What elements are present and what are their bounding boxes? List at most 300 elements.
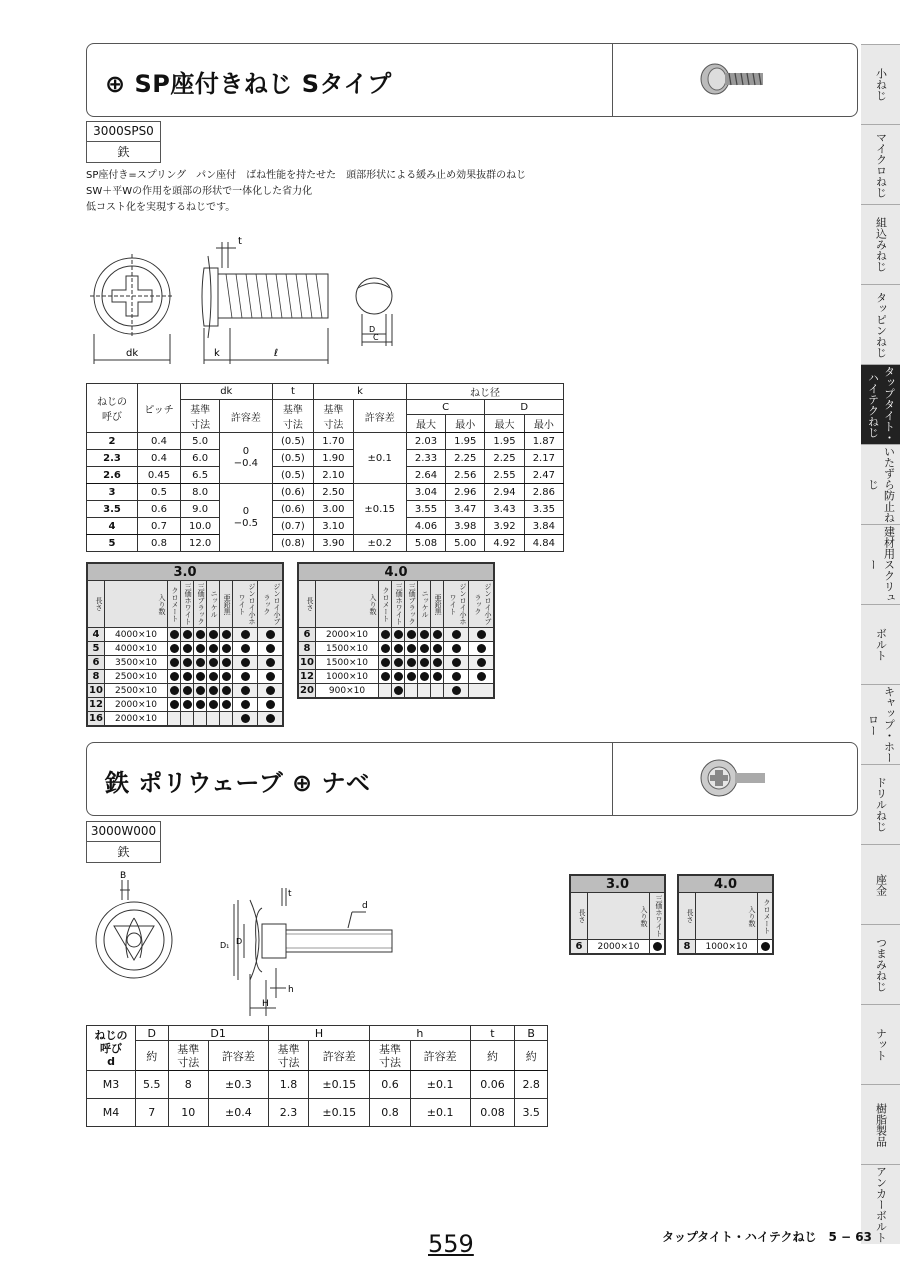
product-title-box-polywave: [86, 742, 858, 816]
cell-t: (0.5): [272, 467, 314, 484]
avail-h-finish: ニッケル: [207, 581, 220, 628]
avail-cell: [207, 712, 220, 726]
available-dot-icon: [420, 630, 429, 639]
available-dot-icon: [394, 672, 403, 681]
avail-cell: [431, 656, 444, 670]
available-dot-icon: [209, 700, 218, 709]
available-dot-icon: [761, 942, 770, 951]
available-dot-icon: [433, 630, 442, 639]
available-dot-icon: [477, 672, 486, 681]
avail-len: 12: [89, 699, 103, 710]
side-tab[interactable]: ボルト: [861, 604, 900, 684]
polywave-spec-table: [86, 1025, 548, 1127]
cell-pitch: 0.8: [138, 535, 181, 552]
avail-row: [299, 642, 494, 656]
label-dk: dk: [126, 348, 139, 359]
side-tab[interactable]: タッピンねじ: [861, 284, 900, 364]
available-dot-icon: [266, 630, 275, 639]
table-row: [87, 1071, 548, 1099]
cell-dk: 10.0: [181, 518, 220, 535]
avail-h-finish: 三価ブラック: [405, 581, 418, 628]
cell-htol: ±0.1: [410, 1099, 470, 1127]
avail-cell: [194, 698, 207, 712]
table-row: [87, 1099, 548, 1127]
available-dot-icon: [420, 644, 429, 653]
avail-cell: [444, 684, 469, 698]
avail-len: 10: [89, 685, 103, 696]
avail-cell: [181, 684, 194, 698]
side-tab[interactable]: ドリルねじ: [861, 764, 900, 844]
cell-pitch: 0.7: [138, 518, 181, 535]
table-row: [87, 467, 564, 484]
avail-cell: [379, 684, 392, 698]
available-dot-icon: [477, 644, 486, 653]
avail-cell: [220, 656, 233, 670]
available-dot-icon: [183, 672, 192, 681]
side-tab[interactable]: アンカーボルト: [861, 1164, 900, 1244]
avail-cell: [392, 684, 405, 698]
avail-row: [88, 684, 283, 698]
sp-spec-table: [86, 383, 564, 552]
col-H-tol: 許容差: [309, 1041, 370, 1071]
available-dot-icon: [183, 644, 192, 653]
cell-dk-tol: 0 −0.4: [220, 433, 272, 484]
available-dot-icon: [452, 686, 461, 695]
col-t: t: [470, 1026, 515, 1041]
side-tab[interactable]: つまみねじ: [861, 924, 900, 1004]
avail-h-finish: ニッケル: [418, 581, 431, 628]
side-tab[interactable]: 組込みねじ: [861, 204, 900, 284]
avail-cell: [233, 628, 258, 642]
cell-k: 3.10: [314, 518, 353, 535]
col-D-approx: 約: [136, 1041, 169, 1071]
table-row: [87, 433, 564, 450]
cell-h: 0.6: [370, 1071, 410, 1099]
available-dot-icon: [222, 700, 231, 709]
available-dot-icon: [183, 686, 192, 695]
available-dot-icon: [209, 672, 218, 681]
available-dot-icon: [196, 644, 205, 653]
cell-d1tol: ±0.3: [208, 1071, 268, 1099]
cell-d: 5.5: [136, 1071, 169, 1099]
cell-cmin: 3.98: [446, 518, 485, 535]
table-row: [87, 450, 564, 467]
available-dot-icon: [394, 630, 403, 639]
label-t: t: [288, 889, 292, 899]
side-tab[interactable]: マイクロねじ: [861, 124, 900, 204]
cell-nominal: 3: [87, 484, 138, 501]
cell-nominal: 2.3: [87, 450, 138, 467]
available-dot-icon: [222, 686, 231, 695]
available-dot-icon: [241, 686, 250, 695]
col-k-tol: 許容差: [353, 400, 406, 433]
cell-t: 0.08: [470, 1099, 515, 1127]
available-dot-icon: [266, 658, 275, 667]
avail-cell: [233, 642, 258, 656]
avail-row: [299, 684, 494, 698]
cell-cmax: 2.64: [406, 467, 445, 484]
cell-pitch: 0.4: [138, 433, 181, 450]
avail-cell: [207, 656, 220, 670]
table-row: [87, 501, 564, 518]
avail-cell: [168, 684, 181, 698]
available-dot-icon: [381, 658, 390, 667]
available-dot-icon: [394, 644, 403, 653]
available-dot-icon: [241, 714, 250, 723]
product-material: 鉄: [117, 845, 130, 859]
avail-cell: [168, 628, 181, 642]
cell-pitch: 0.45: [138, 467, 181, 484]
available-dot-icon: [209, 658, 218, 667]
cell-k-tol: ±0.2: [353, 535, 406, 552]
avail-qty: 2000×10: [105, 698, 168, 712]
col-B-approx: 約: [515, 1041, 548, 1071]
avail-cell: [418, 670, 431, 684]
avail-cell: [405, 628, 418, 642]
avail-size-row: [299, 564, 494, 581]
available-dot-icon: [452, 630, 461, 639]
cell-k: 3.90: [314, 535, 353, 552]
cell-dmin: 2.17: [524, 450, 563, 467]
col-C-min: 最小: [446, 415, 485, 433]
cell-k: 3.00: [314, 501, 353, 518]
avail-cell: [168, 712, 181, 726]
avail-cell: [418, 628, 431, 642]
avail-cell: [379, 628, 392, 642]
available-dot-icon: [433, 644, 442, 653]
avail-cell: [418, 684, 431, 698]
product-title: ⊕ SP座付きねじ Sタイプ: [105, 70, 392, 98]
avail-len: 8: [88, 670, 105, 684]
cell-h: 1.8: [268, 1071, 308, 1099]
avail-table-3-0: [86, 562, 284, 727]
avail-h-finish: 三価ホワイト: [650, 893, 665, 940]
available-dot-icon: [170, 658, 179, 667]
cell-t: (0.7): [272, 518, 314, 535]
avail-h-finish: ジンロイ小ホワイト: [233, 581, 258, 628]
avail-len: 12: [300, 671, 314, 682]
screw-photo: [687, 54, 777, 104]
avail-qty: 1000×10: [696, 940, 758, 954]
cell-k: 1.70: [314, 433, 353, 450]
col-k: k: [314, 384, 407, 400]
available-dot-icon: [452, 644, 461, 653]
avail-cell: [168, 670, 181, 684]
product-description: [86, 168, 526, 216]
avail-qty: 4000×10: [105, 628, 168, 642]
avail-cell: [392, 628, 405, 642]
cell-nominal: 2: [87, 433, 138, 450]
avail-h-len: 長さ: [679, 893, 696, 940]
cell-t: (0.5): [272, 450, 314, 467]
avail-row: [88, 642, 283, 656]
cell-k: 1.90: [314, 450, 353, 467]
col-C-max: 最大: [406, 415, 445, 433]
available-dot-icon: [452, 672, 461, 681]
cell-nominal: 4: [87, 518, 138, 535]
avail-size: 3.0: [88, 564, 283, 581]
cell-dmax: 2.94: [485, 484, 524, 501]
cell-t: (0.6): [272, 484, 314, 501]
avail-qty: 2500×10: [105, 670, 168, 684]
avail-h-finish: 三価ブラック: [194, 581, 207, 628]
avail-cell: [207, 642, 220, 656]
available-dot-icon: [420, 672, 429, 681]
avail-h-finish: 三価ホワイト: [392, 581, 405, 628]
side-tab[interactable]: 座金: [861, 844, 900, 924]
cell-pitch: 0.5: [138, 484, 181, 501]
avail-cell: [233, 684, 258, 698]
cell-nominal: 2.6: [87, 467, 138, 484]
avail-cell: [392, 656, 405, 670]
avail-cell: [405, 670, 418, 684]
product-title-box-sps: [86, 43, 858, 117]
label-H: H: [262, 999, 269, 1009]
label-D: D: [236, 937, 243, 946]
avail-cell: [181, 642, 194, 656]
cell-t: (0.5): [272, 433, 314, 450]
col-h-std: 基準 寸法: [370, 1041, 410, 1071]
label-t: t: [238, 236, 242, 247]
avail-len: 8: [299, 642, 316, 656]
cell-b: 3.5: [515, 1099, 548, 1127]
cell-dmin: 2.47: [524, 467, 563, 484]
cell-dmin: 3.84: [524, 518, 563, 535]
avail-cell: [258, 670, 283, 684]
footer-section-label: タップタイト・ハイテクねじ 5 − 63: [662, 1230, 872, 1244]
available-dot-icon: [381, 630, 390, 639]
available-dot-icon: [452, 658, 461, 667]
avail-len: 4: [88, 628, 105, 642]
cell-dk: 8.0: [181, 484, 220, 501]
side-tab[interactable]: 小ねじ: [861, 44, 900, 124]
cell-h: 0.8: [370, 1099, 410, 1127]
cell-pitch: 0.6: [138, 501, 181, 518]
side-tab[interactable]: ナット: [861, 1004, 900, 1084]
sp-screw-drawing: [86, 228, 416, 368]
avail-qty: 1000×10: [316, 670, 379, 684]
avail-h-finish: ジンロイ小ホワイト: [444, 581, 469, 628]
cell-cmin: 2.96: [446, 484, 485, 501]
cell-htol: ±0.15: [309, 1071, 370, 1099]
available-dot-icon: [183, 700, 192, 709]
avail-qty: 1500×10: [316, 642, 379, 656]
title-divider: [612, 743, 613, 815]
cell-cmax: 3.04: [406, 484, 445, 501]
avail-cell: [469, 642, 494, 656]
col-nominal: ねじの 呼び: [87, 384, 138, 433]
available-dot-icon: [477, 630, 486, 639]
description-line: SP座付き=スプリング パン座付 ばね性能を持たせた 頭部形状による緩み止め効果抜群のねじ: [86, 170, 527, 181]
avail-qty: 3500×10: [105, 656, 168, 670]
avail-cell: [258, 642, 283, 656]
cell-dmin: 2.86: [524, 484, 563, 501]
col-H-std: 基準 寸法: [268, 1041, 308, 1071]
col-D1-std: 基準 寸法: [168, 1041, 208, 1071]
cell-k: 2.10: [314, 467, 353, 484]
avail-cell: [431, 628, 444, 642]
available-dot-icon: [266, 672, 275, 681]
avail-len: 6: [88, 656, 105, 670]
cell-dmax: 3.92: [485, 518, 524, 535]
cell-dmin: 4.84: [524, 535, 563, 552]
avail-cell: [194, 656, 207, 670]
avail-row: [299, 628, 494, 642]
cell-h: 2.3: [268, 1099, 308, 1127]
product-code: 3000SPS0: [87, 122, 160, 142]
avail-size: 4.0: [679, 876, 773, 893]
cell-d1: 10: [168, 1099, 208, 1127]
avail-table-4-0: [677, 874, 774, 955]
avail-h-len: 長さ: [88, 581, 105, 628]
avail-cell: [392, 670, 405, 684]
available-dot-icon: [433, 672, 442, 681]
avail-cell: [207, 698, 220, 712]
cell-t: (0.6): [272, 501, 314, 518]
cell-cmin: 3.47: [446, 501, 485, 518]
avail-row: [88, 670, 283, 684]
avail-row: [299, 656, 494, 670]
avail-cell: [194, 712, 207, 726]
avail-cell: [758, 940, 773, 954]
avail-table-4-0: [297, 562, 495, 699]
avail-cell: [168, 642, 181, 656]
col-D: D: [136, 1026, 169, 1041]
available-dot-icon: [266, 700, 275, 709]
avail-row: [88, 628, 283, 642]
cell-cmax: 2.33: [406, 450, 445, 467]
avail-qty: 4000×10: [105, 642, 168, 656]
available-dot-icon: [196, 658, 205, 667]
avail-row: [299, 670, 494, 684]
cell-dk: 6.0: [181, 450, 220, 467]
avail-header-row: [571, 893, 665, 940]
avail-h-qty: 入り数: [316, 581, 379, 628]
avail-cell: [258, 712, 283, 726]
avail-cell: [194, 670, 207, 684]
col-nominal: ねじの 呼び d: [87, 1026, 136, 1071]
available-dot-icon: [420, 658, 429, 667]
col-dk-std: 基準 寸法: [181, 400, 220, 433]
avail-cell: [220, 642, 233, 656]
col-t-std: 基準 寸法: [272, 400, 314, 433]
available-dot-icon: [183, 630, 192, 639]
avail-h-finish: 亜鉛黒: [220, 581, 233, 628]
avail-cell: [168, 656, 181, 670]
avail-len: 20: [300, 685, 314, 696]
available-dot-icon: [394, 686, 403, 695]
available-dot-icon: [433, 658, 442, 667]
avail-cell: [233, 670, 258, 684]
col-h: h: [370, 1026, 470, 1041]
avail-h-len: 長さ: [571, 893, 588, 940]
title-divider: [612, 44, 613, 116]
cell-t: 0.06: [470, 1071, 515, 1099]
avail-cell: [469, 670, 494, 684]
avail-len: 6: [299, 628, 316, 642]
available-dot-icon: [407, 644, 416, 653]
avail-len: 6: [571, 940, 588, 954]
avail-header-row: [299, 581, 494, 628]
avail-cell: [379, 642, 392, 656]
col-C: C: [406, 400, 485, 415]
cell-dmax: 2.55: [485, 467, 524, 484]
avail-cell: [181, 670, 194, 684]
avail-len: 5: [88, 642, 105, 656]
available-dot-icon: [407, 672, 416, 681]
avail-row: [571, 940, 665, 954]
label-D: D: [369, 325, 376, 334]
avail-cell: [220, 684, 233, 698]
screw-photo: [687, 753, 777, 803]
side-tab[interactable]: いたずら防止ねじ: [861, 444, 900, 524]
cell-dk: 12.0: [181, 535, 220, 552]
side-nav-tabs: [861, 44, 900, 1244]
available-dot-icon: [241, 700, 250, 709]
avail-cell: [379, 670, 392, 684]
cell-d: 7: [136, 1099, 169, 1127]
avail-cell: [418, 656, 431, 670]
cell-dmin: 1.87: [524, 433, 563, 450]
avail-header-row: [679, 893, 773, 940]
available-dot-icon: [241, 672, 250, 681]
side-tab[interactable]: キャップ・ホーロー: [861, 684, 900, 764]
cell-cmax: 2.03: [406, 433, 445, 450]
avail-cell: [405, 642, 418, 656]
available-dot-icon: [196, 630, 205, 639]
available-dot-icon: [241, 644, 250, 653]
avail-cell: [233, 656, 258, 670]
cell-k: 2.50: [314, 484, 353, 501]
avail-cell: [194, 628, 207, 642]
avail-cell: [469, 628, 494, 642]
available-dot-icon: [170, 686, 179, 695]
cell-nominal: 5: [87, 535, 138, 552]
col-t: t: [272, 384, 314, 400]
available-dot-icon: [183, 658, 192, 667]
available-dot-icon: [170, 672, 179, 681]
avail-qty: 900×10: [316, 684, 379, 698]
available-dot-icon: [266, 644, 275, 653]
cell-dmin: 3.35: [524, 501, 563, 518]
avail-cell: [418, 642, 431, 656]
avail-size: 4.0: [299, 564, 494, 581]
side-tab[interactable]: タップタイト・ハイテクねじ: [861, 364, 900, 444]
table-row: [87, 518, 564, 535]
available-dot-icon: [196, 672, 205, 681]
avail-cell: [444, 670, 469, 684]
avail-cell: [181, 656, 194, 670]
side-tab[interactable]: 建材用スクリュー: [861, 524, 900, 604]
avail-size-row: [679, 876, 773, 893]
avail-cell: [379, 656, 392, 670]
available-dot-icon: [222, 672, 231, 681]
avail-row: [88, 698, 283, 712]
label-l: ℓ: [274, 348, 279, 359]
col-t-approx: 約: [470, 1041, 515, 1071]
cell-cmax: 4.06: [406, 518, 445, 535]
available-dot-icon: [196, 686, 205, 695]
available-dot-icon: [170, 644, 179, 653]
available-dot-icon: [241, 658, 250, 667]
col-D: D: [485, 400, 564, 415]
cell-dmax: 1.95: [485, 433, 524, 450]
avail-h-qty: 入り数: [588, 893, 650, 940]
cell-dmax: 3.43: [485, 501, 524, 518]
side-tab[interactable]: 樹脂製品: [861, 1084, 900, 1164]
product-code-box: [86, 821, 161, 863]
avail-cell: [444, 628, 469, 642]
